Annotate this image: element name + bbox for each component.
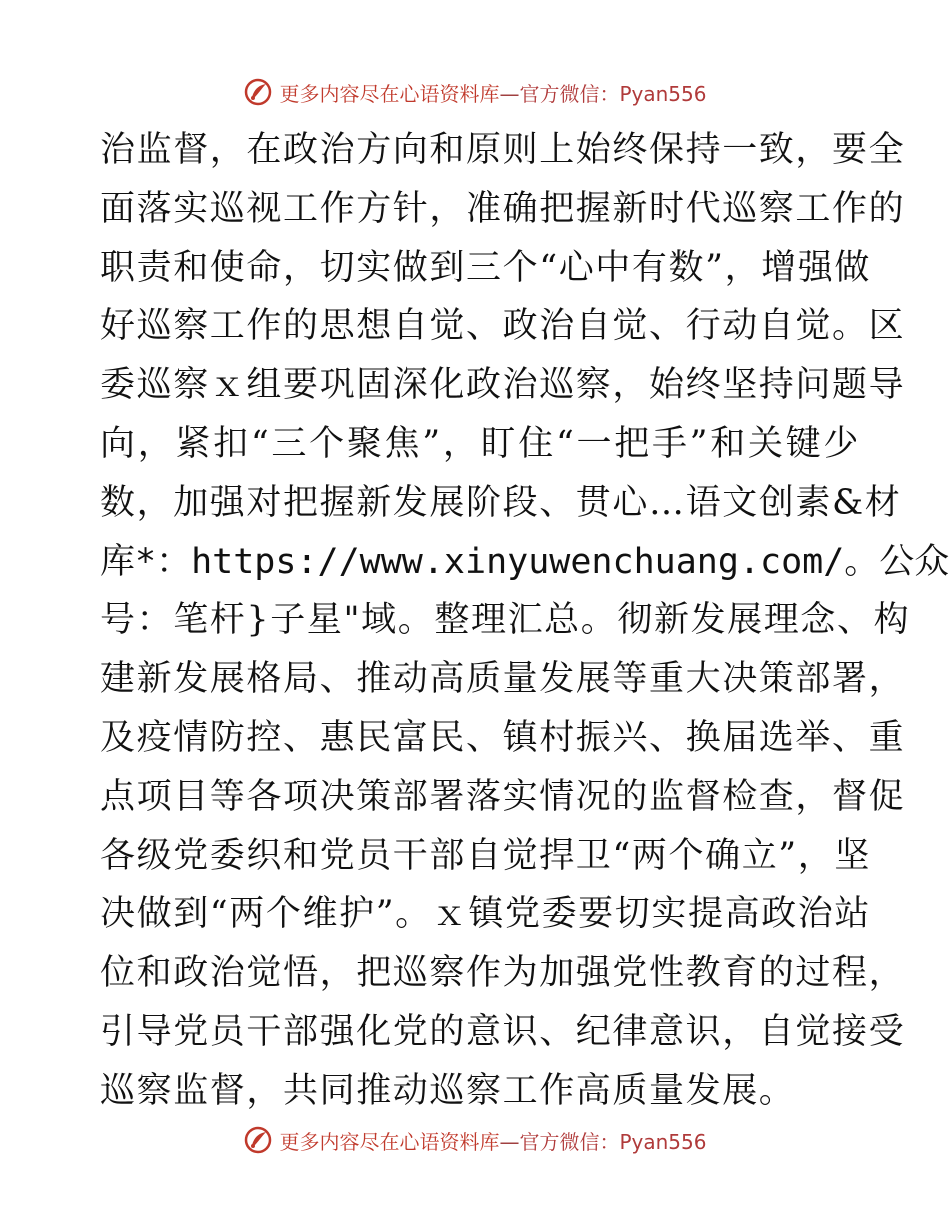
- body-line: 建新发展格局、推动高质量发展等重大决策部署，: [100, 659, 906, 700]
- xinyu-logo-icon: [243, 1125, 273, 1155]
- header-banner-dash: —: [499, 81, 520, 106]
- footer-banner-text: [279, 1126, 706, 1155]
- body-line: 点项目等各项决策部署落实情况的监督检查，督促: [100, 776, 906, 817]
- body-line: 好巡察工作的思想自觉、政治自觉、行动自觉。区: [100, 306, 906, 347]
- body-line: 职责和使命，切实做到三个“心中有数”，增强做: [100, 247, 871, 288]
- body-line: 号：笔杆}子星"域。整理汇总。彻新发展理念、构: [100, 600, 911, 641]
- footer-banner-dash: —: [499, 1129, 520, 1154]
- body-line-url: 库*：https://www.xinyuwenchuang.com/。公众: [100, 541, 950, 582]
- body-line: 数，加强对把握新发展阶段、贯心…语文创素&材: [100, 482, 902, 523]
- footer-banner: [0, 1120, 950, 1160]
- document-body: [100, 121, 950, 1121]
- footer-banner-title: 更多内容尽在心语资料库: [279, 1129, 500, 1154]
- body-line: 决做到“两个维护”。ｘ镇党委要切实提高政治站: [100, 894, 871, 935]
- body-line-last: 巡察监督，共同推动巡察工作高质量发展。: [100, 1070, 796, 1111]
- body-line: 位和政治觉悟，把巡察作为加强党性教育的过程，: [100, 953, 906, 994]
- body-line: 各级党委织和党员干部自觉捍卫“两个确立”，坚: [100, 835, 871, 876]
- xinyu-logo-icon: [243, 77, 273, 107]
- body-line: 及疫情防控、惠民富民、镇村振兴、换届选举、重: [100, 717, 906, 758]
- footer-banner-contact: 官方微信：Pyan556: [519, 1129, 707, 1154]
- header-banner-text: [279, 78, 706, 107]
- header-banner: [0, 72, 950, 112]
- body-line: 向，紧扣“三个聚焦”，盯住“一把手”和关键少: [100, 423, 860, 464]
- body-line: 面落实巡视工作方针，准确把握新时代巡察工作的: [100, 188, 906, 229]
- body-line: 治监督，在政治方向和原则上始终保持一致，要全: [100, 130, 906, 170]
- body-line: 引导党员干部强化党的意识、纪律意识，自觉接受: [100, 1011, 906, 1052]
- header-banner-title: 更多内容尽在心语资料库: [279, 81, 500, 106]
- body-line: 委巡察ｘ组要巩固深化政治巡察，始终坚持问题导: [100, 365, 906, 406]
- header-banner-contact: 官方微信：Pyan556: [519, 81, 707, 106]
